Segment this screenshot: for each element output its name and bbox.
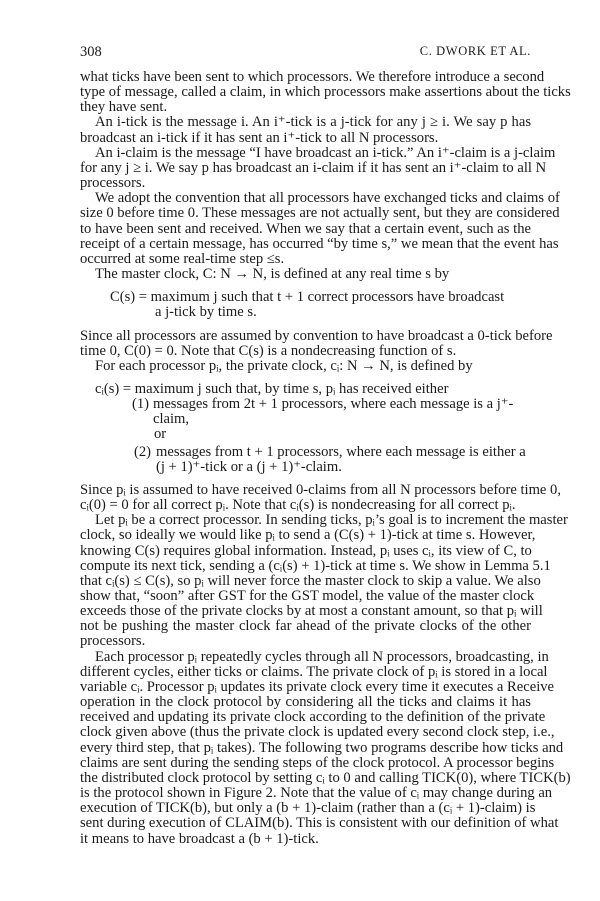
text-line: to have been sent and received. When we say that a certain event, such as the — [80, 220, 531, 237]
text-line: receipt of a certain message, has occurred “by time s,” we mean that the event has — [80, 235, 559, 252]
text-line: For each processor pᵢ, the private clock, cᵢ: N → N, is defined by — [95, 357, 473, 374]
running-title: C. DWORK ET AL. — [419, 44, 531, 58]
text-line: what ticks have been sent to which processors. We therefore introduce a second — [80, 69, 545, 85]
text-line: We adopt the convention that all processors have exchanged ticks and claims of — [95, 190, 560, 207]
text-line: broadcast an i-tick if it has sent an i⁺-tick to all N processors. — [80, 129, 439, 146]
text-line: execution of TICK(b), but only a (b + 1)-claim (rather than a (cᵢ + 1)-claim) is — [80, 800, 536, 817]
running-head — [80, 44, 531, 70]
text-line: exceeds those of the private clocks by at most a constant amount, so that pᵢ will — [80, 603, 543, 620]
body-text — [80, 69, 571, 847]
text-line: Let pᵢ be a correct processor. In sending ticks, pᵢ’s goal is to increment the master — [95, 512, 568, 529]
or-text: or — [154, 426, 167, 443]
text-line: Each processor pᵢ repeatedly cycles through all N processors, broadcasting, in — [95, 648, 549, 665]
equation-line: a j-tick by time s. — [155, 304, 257, 321]
equation-line: C(s) = maximum j such that t + 1 correct processors have broadcast — [110, 289, 505, 306]
master-clock-definition — [80, 290, 531, 320]
text-line: different cycles, either ticks or claims. The private clock of pᵢ is stored in a local — [80, 663, 548, 680]
text-line: they have sent. — [80, 99, 168, 116]
text-line: An i-tick is the message i. An i⁺-tick is a j-tick for any j ≥ i. We say p has — [95, 114, 531, 131]
text-line: The master clock, C: N → N, is defined at any real time s by — [95, 266, 450, 283]
condition-text: (j + 1)⁺-tick or a (j + 1)⁺-claim. — [156, 458, 342, 475]
text-line: size 0 before time 0. These messages are not actually sent, but they are considered — [80, 205, 560, 222]
text-line: operation in the clock protocol by considering all the ticks and claims it has — [80, 694, 531, 711]
text-line: type of message, called a claim, in which processors make assertions about the ticks — [80, 84, 571, 101]
text-line: An i-claim is the message “I have broadcast an i-tick.” An i⁺-claim is a j-claim — [95, 144, 556, 161]
text-line: cᵢ(0) = 0 for all correct pᵢ. Note that cᵢ(s) is nondecreasing for all correct pᵢ. — [80, 497, 516, 514]
text-line: clock, so ideally we would like pᵢ to send a (C(s) + 1)-tick at time s. However, — [80, 527, 536, 544]
text-line: Since all processors are assumed by convention to have broadcast a 0-tick before — [80, 327, 553, 344]
text-line: claims are sent during the sending steps of the clock protocol. A processor begins — [80, 754, 555, 771]
condition-text: messages from 2t + 1 processors, where each message is a j⁺-claim, — [152, 396, 514, 428]
text-line: received and updating its private clock according to the definition of the private — [80, 709, 546, 726]
condition-1 — [80, 397, 531, 427]
text-line: is the protocol shown in Figure 2. Note that the value of cᵢ may change during an — [80, 785, 553, 802]
text-line: knowing C(s) requires global information. Instead, pᵢ uses cᵢ, its view of C, to — [80, 542, 532, 559]
text-line: processors. — [80, 175, 146, 192]
equation-line: cᵢ(s) = maximum j such that, by time s, pᵢ has received either — [95, 380, 449, 397]
text-line: time 0, C(0) = 0. Note that C(s) is a nondecreasing function of s. — [80, 342, 457, 359]
text-line: that cᵢ(s) ≤ C(s), so pᵢ will never force the master clock to skip a value. We also — [80, 572, 541, 589]
text-line: compute its next tick, sending a (cᵢ(s) + 1)-tick at time s. We show in Lemma 5.1 — [80, 557, 551, 574]
text-line: processors. — [80, 633, 146, 650]
text-line: every third step, that pᵢ takes). The following two programs describe how ticks and — [80, 739, 564, 756]
condition-number: (1) — [132, 396, 150, 413]
page-number: 308 — [80, 44, 102, 60]
condition-text: messages from t + 1 processors, where each message is either a — [156, 443, 526, 460]
text-line: sent during execution of CLAIM(b). This is consistent with our definition of what — [80, 815, 559, 832]
text-line: occurred at some real-time step ≤s. — [80, 250, 285, 267]
condition-2 — [80, 445, 531, 460]
condition-number: (2) — [134, 443, 152, 460]
text-line: clock given above (thus the private clock is updated every second clock step, i.e., — [80, 724, 555, 741]
private-clock-definition — [80, 382, 531, 475]
text-line: for any j ≥ i. We say p has broadcast an i-claim if it has sent an i⁺-claim to all N — [80, 159, 547, 176]
text-line: Since pᵢ is assumed to have received 0-claims from all N processors before time 0, — [80, 481, 561, 498]
text-line: it means to have broadcast a (b + 1)-tick. — [80, 830, 319, 847]
text-line: show that, “soon” after GST for the GST model, the value of the master clock — [80, 588, 535, 604]
text-line: not be pushing the master clock far ahead of the private clocks of the other — [80, 618, 531, 635]
text-line: variable cᵢ. Processor pᵢ updates its private clock every time it executes a Receive — [80, 678, 555, 695]
paper-page — [80, 44, 571, 847]
text-line: the distributed clock protocol by setting cᵢ to 0 and calling TICK(0), where TICK(b) — [80, 769, 571, 786]
